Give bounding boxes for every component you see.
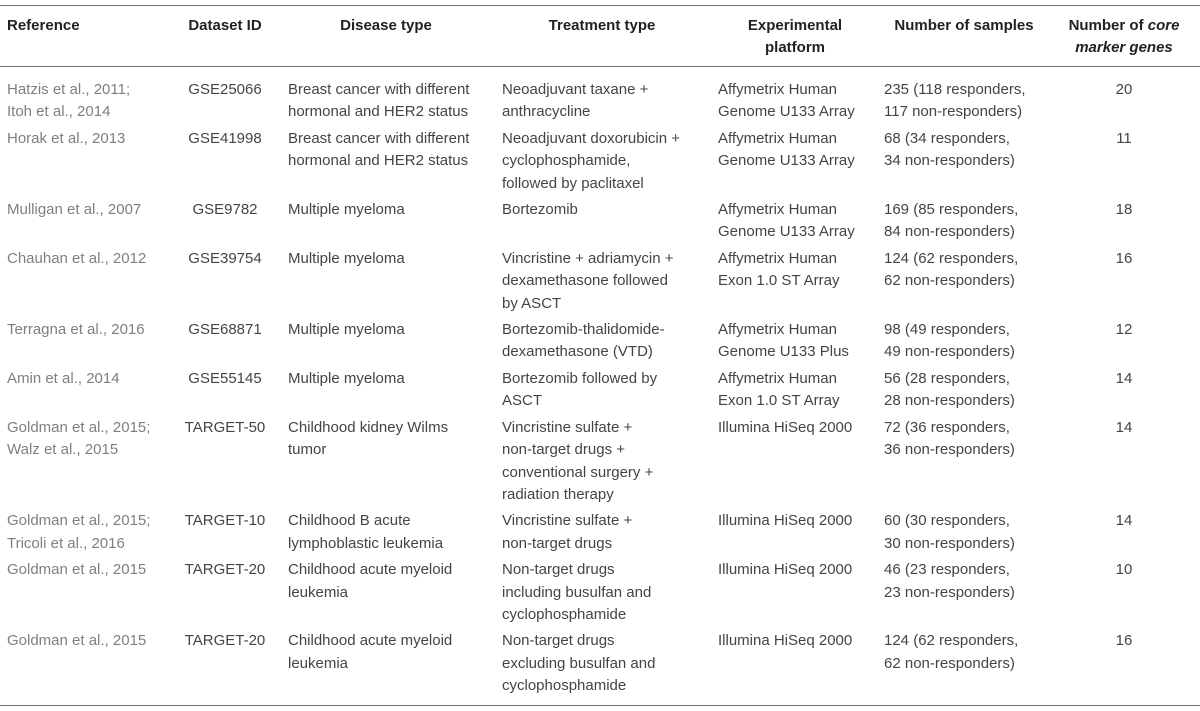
cell-dataset-id	[172, 555, 278, 626]
cell-platform	[710, 413, 880, 507]
table-row	[0, 626, 1200, 705]
cell-platform-text: Affymetrix Human Genome U133 Array	[718, 201, 855, 241]
cell-treatment-type-text: Non-target drugs excluding busulfan and cyclophosphamide	[502, 632, 656, 695]
cell-num-samples	[880, 195, 1048, 244]
cell-reference	[0, 244, 172, 315]
cell-platform	[710, 244, 880, 315]
cell-platform	[710, 195, 880, 244]
cell-core-genes-text: 14	[1115, 512, 1133, 530]
cell-num-samples	[880, 506, 1048, 555]
cell-dataset-id	[172, 67, 278, 124]
cell-platform-text: Illumina HiSeq 2000	[718, 561, 853, 579]
cell-num-samples-text: 124 (62 responders, 62 non-responders)	[884, 249, 1019, 290]
cell-treatment-type-text: Vincristine + adriamycin + dexamethasone followed by ASCT	[502, 249, 674, 312]
cell-num-samples	[880, 244, 1048, 315]
cell-dataset-id	[172, 315, 278, 364]
table-row	[0, 244, 1200, 315]
cell-reference	[0, 626, 172, 705]
cell-platform-text: Illumina HiSeq 2000	[718, 512, 853, 530]
cell-reference-text: Goldman et al., 2015; Walz et al., 2015	[7, 418, 151, 459]
cell-core-genes	[1048, 315, 1200, 364]
cell-core-genes-text: 18	[1115, 201, 1133, 219]
cell-disease-type-text: Multiple myeloma	[288, 201, 405, 219]
cell-core-genes	[1048, 413, 1200, 507]
cell-disease-type	[278, 195, 494, 244]
cell-platform-text: Illumina HiSeq 2000	[718, 632, 853, 650]
datasets-table	[0, 5, 1200, 706]
cell-reference-text: Mulligan et al., 2007	[7, 201, 142, 219]
cell-core-genes-text: 12	[1115, 321, 1133, 339]
cell-disease-type-text: Breast cancer with different hormonal and HER2 status	[288, 129, 470, 170]
cell-dataset-id	[172, 244, 278, 315]
cell-reference	[0, 195, 172, 244]
cell-num-samples-text: 235 (118 responders, 117 non-responders)	[884, 81, 1026, 121]
cell-core-genes	[1048, 195, 1200, 244]
header-num-samples-text: Number of samples	[894, 17, 1034, 34]
cell-core-genes-text: 16	[1115, 632, 1133, 650]
cell-num-samples-text: 46 (23 responders, 23 non-responders)	[884, 561, 1015, 601]
cell-num-samples	[880, 67, 1048, 124]
cell-dataset-id	[172, 124, 278, 195]
cell-platform	[710, 124, 880, 195]
header-dataset-id	[172, 6, 278, 67]
cell-dataset-id	[172, 195, 278, 244]
cell-disease-type	[278, 315, 494, 364]
cell-treatment-type	[494, 413, 710, 507]
cell-core-genes-text: 14	[1115, 418, 1133, 436]
cell-num-samples	[880, 626, 1048, 705]
header-dataset-id-text: Dataset ID	[188, 17, 262, 34]
table-row	[0, 364, 1200, 413]
cell-treatment-type-text: Vincristine sulfate + non-target drugs	[502, 512, 633, 552]
header-core-italic: core marker genes	[1075, 17, 1180, 56]
cell-platform-text: Affymetrix Human Exon 1.0 ST Array	[718, 249, 840, 290]
cell-platform	[710, 555, 880, 626]
cell-disease-type-text: Childhood acute myeloid leukemia	[288, 632, 453, 672]
cell-disease-type-text: Multiple myeloma	[288, 369, 405, 387]
table-row	[0, 555, 1200, 626]
header-disease-type-text: Disease type	[340, 17, 432, 34]
cell-num-samples-text: 124 (62 responders, 62 non-responders)	[884, 632, 1019, 672]
cell-dataset-id-text: GSE9782	[192, 201, 258, 219]
header-core-prefix: Number of	[1068, 17, 1148, 34]
cell-reference	[0, 315, 172, 364]
cell-reference-text: Terragna et al., 2016	[7, 321, 145, 339]
cell-num-samples-text: 60 (30 responders, 30 non-responders)	[884, 512, 1015, 552]
cell-treatment-type-text: Vincristine sulfate + non-target drugs + conventional surgery + radiation therapy	[502, 418, 654, 503]
cell-dataset-id-text: GSE68871	[188, 321, 262, 339]
cell-core-genes	[1048, 364, 1200, 413]
cell-dataset-id-text: GSE41998	[188, 129, 262, 147]
header-disease-type	[278, 6, 494, 67]
cell-reference-text: Goldman et al., 2015; Tricoli et al., 2016	[7, 512, 151, 552]
header-reference-text: Reference	[7, 17, 80, 34]
cell-platform-text: Affymetrix Human Genome U133 Array	[718, 81, 855, 121]
cell-core-genes-text: 10	[1115, 561, 1133, 579]
cell-reference	[0, 555, 172, 626]
table-body	[0, 67, 1200, 706]
cell-core-genes	[1048, 555, 1200, 626]
cell-disease-type	[278, 244, 494, 315]
cell-num-samples-text: 169 (85 responders, 84 non-responders)	[884, 201, 1019, 241]
table-row	[0, 67, 1200, 124]
cell-num-samples	[880, 413, 1048, 507]
cell-disease-type-text: Breast cancer with different hormonal and HER2 status	[288, 81, 470, 121]
header-platform-text: Experimental platform	[747, 17, 843, 56]
cell-num-samples	[880, 364, 1048, 413]
cell-treatment-type	[494, 67, 710, 124]
cell-platform-text: Affymetrix Human Genome U133 Plus	[718, 321, 849, 361]
cell-platform	[710, 506, 880, 555]
cell-num-samples-text: 68 (34 responders, 34 non-responders)	[884, 129, 1015, 170]
cell-core-genes	[1048, 506, 1200, 555]
cell-disease-type-text: Childhood acute myeloid leukemia	[288, 561, 453, 601]
cell-platform	[710, 364, 880, 413]
cell-dataset-id	[172, 413, 278, 507]
cell-treatment-type	[494, 626, 710, 705]
cell-reference-text: Hatzis et al., 2011; Itoh et al., 2014	[7, 81, 131, 121]
cell-num-samples-text: 98 (49 responders, 49 non-responders)	[884, 321, 1015, 361]
cell-core-genes	[1048, 244, 1200, 315]
cell-dataset-id	[172, 364, 278, 413]
cell-reference-text: Chauhan et al., 2012	[7, 249, 147, 267]
header-platform	[710, 6, 880, 67]
cell-treatment-type-text: Bortezomib-thalidomide- dexamethasone (VTD)	[502, 321, 665, 361]
table-row	[0, 124, 1200, 195]
cell-dataset-id-text: GSE39754	[188, 249, 262, 267]
cell-dataset-id-text: TARGET-20	[184, 561, 266, 579]
cell-dataset-id-text: GSE55145	[188, 369, 262, 387]
cell-dataset-id	[172, 626, 278, 705]
cell-treatment-type-text: Bortezomib	[502, 201, 578, 219]
header-reference	[0, 6, 172, 67]
cell-reference	[0, 413, 172, 507]
cell-reference	[0, 67, 172, 124]
cell-reference	[0, 364, 172, 413]
cell-treatment-type-text: Bortezomib followed by ASCT	[502, 369, 658, 410]
cell-core-genes	[1048, 626, 1200, 705]
table-row	[0, 195, 1200, 244]
table-row	[0, 315, 1200, 364]
cell-reference	[0, 124, 172, 195]
header-core-genes	[1048, 6, 1200, 67]
cell-platform	[710, 626, 880, 705]
cell-disease-type-text: Multiple myeloma	[288, 249, 405, 267]
cell-platform-text: Affymetrix Human Exon 1.0 ST Array	[718, 369, 840, 410]
cell-core-genes-text: 16	[1115, 249, 1133, 267]
header-row	[0, 6, 1200, 67]
cell-treatment-type	[494, 364, 710, 413]
cell-disease-type	[278, 506, 494, 555]
cell-core-genes-text: 20	[1115, 81, 1133, 98]
cell-num-samples-text: 72 (36 responders, 36 non-responders)	[884, 418, 1015, 459]
cell-core-genes	[1048, 124, 1200, 195]
cell-core-genes	[1048, 67, 1200, 124]
cell-dataset-id-text: TARGET-50	[184, 418, 266, 436]
cell-num-samples	[880, 555, 1048, 626]
cell-disease-type-text: Childhood B acute lymphoblastic leukemia	[288, 512, 444, 552]
cell-disease-type-text: Childhood kidney Wilms tumor	[288, 418, 449, 459]
cell-platform	[710, 67, 880, 124]
cell-disease-type	[278, 555, 494, 626]
cell-disease-type-text: Multiple myeloma	[288, 321, 405, 339]
cell-treatment-type	[494, 555, 710, 626]
cell-platform	[710, 315, 880, 364]
cell-disease-type	[278, 626, 494, 705]
cell-dataset-id-text: GSE25066	[188, 81, 262, 98]
cell-disease-type	[278, 364, 494, 413]
cell-num-samples	[880, 124, 1048, 195]
cell-platform-text: Affymetrix Human Genome U133 Array	[718, 129, 855, 170]
cell-num-samples-text: 56 (28 responders, 28 non-responders)	[884, 369, 1015, 410]
cell-platform-text: Illumina HiSeq 2000	[718, 418, 853, 436]
cell-disease-type	[278, 413, 494, 507]
cell-disease-type	[278, 124, 494, 195]
cell-reference-text: Amin et al., 2014	[7, 369, 120, 387]
cell-reference-text: Goldman et al., 2015	[7, 561, 147, 579]
cell-num-samples	[880, 315, 1048, 364]
cell-treatment-type-text: Non-target drugs including busulfan and cyclophosphamide	[502, 561, 652, 623]
cell-treatment-type-text: Neoadjuvant taxane + anthracycline	[502, 81, 649, 121]
cell-treatment-type	[494, 315, 710, 364]
cell-reference-text: Horak et al., 2013	[7, 129, 126, 147]
cell-dataset-id	[172, 506, 278, 555]
cell-treatment-type	[494, 244, 710, 315]
cell-treatment-type-text: Neoadjuvant doxorubicin + cyclophosphamide, followed by paclitaxel	[502, 129, 681, 192]
cell-reference	[0, 506, 172, 555]
cell-dataset-id-text: TARGET-20	[184, 632, 266, 650]
cell-reference-text: Goldman et al., 2015	[7, 632, 147, 650]
header-num-samples	[880, 6, 1048, 67]
header-treatment-type-text: Treatment type	[548, 17, 656, 34]
cell-treatment-type	[494, 195, 710, 244]
cell-disease-type	[278, 67, 494, 124]
table-header	[0, 6, 1200, 67]
table-row	[0, 506, 1200, 555]
cell-dataset-id-text: TARGET-10	[184, 512, 266, 530]
cell-treatment-type	[494, 124, 710, 195]
table-row	[0, 413, 1200, 507]
cell-treatment-type	[494, 506, 710, 555]
cell-core-genes-text: 14	[1115, 369, 1133, 387]
cell-core-genes-text: 11	[1116, 129, 1132, 147]
header-treatment-type	[494, 6, 710, 67]
